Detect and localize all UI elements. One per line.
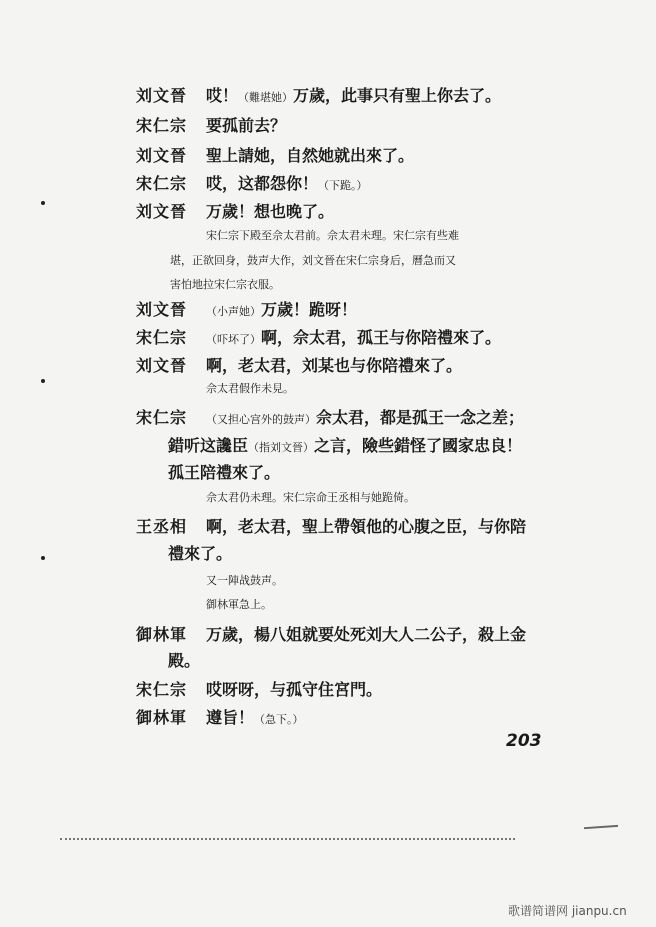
margin-dot [41, 556, 45, 560]
dialogue-continuation: 錯听这讒臣（指刘文晉）之言，險些錯怪了國家忠良！ [168, 436, 523, 455]
stage-direction: 又一陣战鼓声。 [206, 574, 283, 587]
stage-aside: （小声她） [206, 305, 261, 318]
stage-direction: 佘太君仍未理。宋仁宗命王丞相与她跪倚。 [206, 491, 415, 504]
speaker-name: 宋仁宗 [136, 680, 188, 699]
speaker-name: 宋仁宗 [136, 116, 188, 135]
dialogue-text: 万歲，楊八姐就要处死刘大人二公子，殺上金 [206, 625, 527, 644]
stage-direction: 宋仁宗下殿至佘太君前。佘太君未理。宋仁宗有些难 [206, 229, 459, 242]
dialogue-text: 要孤前去？ [206, 116, 287, 135]
stage-direction: 御林軍急上。 [206, 598, 272, 611]
dialogue-text: （又担心宫外的鼓声）佘太君，都是孤王一念之差； [206, 408, 525, 427]
speaker-name: 刘文晉 [136, 300, 188, 319]
stage-aside: （又担心宫外的鼓声） [206, 413, 316, 426]
speaker-name: 王丞相 [136, 517, 188, 536]
margin-dot [41, 201, 45, 205]
dialogue-text: 聖上請她，自然她就出來了。 [206, 146, 415, 165]
speaker-name: 宋仁宗 [136, 328, 188, 347]
speaker-name: 御林軍 [136, 625, 188, 644]
dialogue-continuation: 禮來了。 [168, 544, 233, 563]
margin-dot [41, 379, 45, 383]
dialogue-text: 啊，老太君，刘某也与你陪禮來了。 [206, 356, 463, 375]
speaker-name: 宋仁宗 [136, 408, 188, 427]
page-number: 203 [506, 731, 542, 751]
dialogue-text: 万歲！想也晚了。 [206, 202, 335, 221]
scan-artifact [584, 825, 618, 830]
stage-aside: （急下。） [254, 713, 304, 726]
speaker-name: 刘文晉 [136, 356, 188, 375]
speaker-name: 刘文晉 [136, 202, 188, 221]
scan-artifact [60, 838, 515, 844]
dialogue-continuation: 殿。 [168, 651, 201, 670]
stage-direction: 堪，正欲回身，鼓声大作，刘文晉在宋仁宗身后，曆急而又 [170, 254, 456, 267]
dialogue-text: 啊，老太君，聖上帶領他的心腹之臣，与你陪 [206, 517, 527, 536]
speaker-name: 御林軍 [136, 708, 188, 727]
stage-aside: （吓坏了） [206, 333, 261, 346]
dialogue-continuation: 孤王陪禮來了。 [168, 463, 281, 482]
stage-direction: 佘太君假作未見。 [206, 382, 294, 395]
watermark: 歌谱简谱网 jianpu.cn [508, 904, 627, 918]
speaker-name: 宋仁宗 [136, 174, 188, 193]
dialogue-text: 哎，这都怨你！（下跪。） [206, 174, 368, 193]
speaker-name: 刘文晉 [136, 86, 188, 105]
dialogue-text: （小声她）万歲！跪呀！ [206, 300, 358, 319]
speaker-name: 刘文晉 [136, 146, 188, 165]
stage-aside: （指刘文晉） [248, 441, 315, 454]
dialogue-text: 哎！（難堪她）万歲，此事只有聖上你去了。 [206, 86, 502, 105]
dialogue-text: 哎呀呀，与孤守住宮門。 [206, 680, 383, 699]
dialogue-text: （吓坏了）啊，佘太君，孤王与你陪禮來了。 [206, 328, 502, 347]
stage-direction: 害怕地拉宋仁宗衣服。 [170, 278, 280, 291]
stage-aside: （下跪。） [318, 179, 368, 192]
dialogue-text: 遵旨！（急下。） [206, 708, 304, 727]
stage-aside: （難堪她） [238, 91, 294, 104]
